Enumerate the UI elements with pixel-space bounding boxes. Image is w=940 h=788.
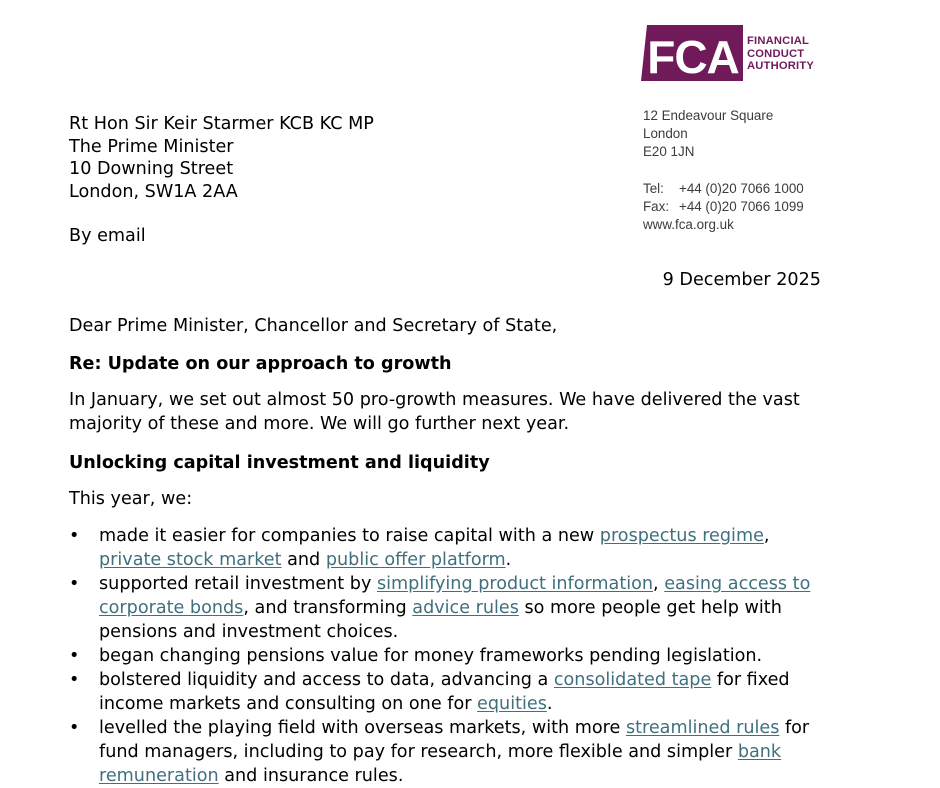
lead-in: This year, we: — [69, 489, 193, 509]
bullet-text: levelled the playing field with overseas markets, with more — [99, 718, 626, 738]
recipient-line-1: Rt Hon Sir Keir Starmer KCB KC MP — [69, 114, 374, 134]
logo-name-line-2: CONDUCT — [747, 47, 805, 60]
link-streamlined-rules[interactable]: streamlined rules — [625, 718, 780, 738]
link-prospectus-regime[interactable]: prospectus regime — [599, 526, 764, 546]
sender-tel — [643, 180, 804, 198]
fca-logo-name — [747, 35, 814, 73]
bullet-marker: • — [69, 574, 80, 594]
bullet-text: and insurance rules. — [218, 766, 404, 786]
sender-address-line-1: 12 Endeavour Square — [643, 108, 774, 123]
bullet-text: began changing pensions value for money frameworks pending legislation. — [99, 646, 763, 666]
sender-tel-label: Tel: — [643, 180, 664, 196]
sender-fax-label: Fax: — [643, 198, 670, 214]
bullet-marker: • — [69, 646, 80, 666]
sender-tel-number: +44 (0)20 7066 1000 — [679, 180, 804, 196]
bullet-marker: • — [69, 670, 80, 690]
fca-logo-mark-text: FCA — [647, 31, 739, 81]
letter-date: 9 December 2025 — [662, 270, 821, 290]
fca-logo-mark — [641, 25, 743, 81]
delivery-method: By email — [69, 226, 146, 246]
bullet-text: , and transforming — [243, 598, 413, 618]
list-item — [69, 716, 829, 788]
sender-address-line-2: London — [643, 126, 688, 142]
list-item — [69, 572, 829, 644]
bullet-text: for fixed income markets and consulting on one for — [99, 670, 790, 714]
bullet-text: so more people get help with pensions and investment choices. — [99, 598, 782, 642]
intro-paragraph: In January, we set out almost 50 pro-growth measures. We have delivered the vast majority of these and more. We will go further next year. — [69, 390, 800, 434]
recipient-line-3: 10 Downing Street — [69, 159, 234, 179]
sender-fax-number: +44 (0)20 7066 1099 — [679, 198, 804, 214]
link-easing-access-corporate-bonds[interactable]: easing access to corporate bonds — [99, 574, 811, 618]
recipient-line-4: London, SW1A 2AA — [69, 181, 238, 202]
sender-website: www.fca.org.uk — [643, 217, 734, 233]
bullet-text: . — [546, 694, 553, 714]
bullet-marker: • — [69, 718, 80, 738]
recipient-address — [69, 113, 374, 203]
bullet-text: for fund managers, including to pay for research, more flexible and simpler — [99, 718, 810, 762]
sender-address — [643, 107, 804, 234]
bullet-text: . — [505, 550, 512, 570]
achievements-list — [69, 524, 829, 788]
link-equities[interactable]: equities — [477, 694, 547, 714]
link-advice-rules[interactable]: advice rules — [412, 598, 519, 618]
bullet-text: supported retail investment by — [99, 574, 377, 594]
section-heading: Unlocking capital investment and liquidity — [69, 453, 490, 473]
link-bank-remuneration[interactable]: bank remuneration — [99, 742, 782, 786]
list-item — [69, 644, 829, 668]
bullet-marker: • — [69, 526, 80, 546]
sender-address-line-3: E20 1JN — [643, 144, 695, 160]
bullet-text: , — [763, 526, 770, 546]
link-private-stock-market[interactable]: private stock market — [99, 550, 282, 570]
fca-logo — [641, 25, 831, 83]
logo-name-line-1: FINANCIAL — [747, 35, 810, 47]
link-consolidated-tape[interactable]: consolidated tape — [553, 670, 712, 690]
link-simplifying-product-information[interactable]: simplifying product information — [376, 574, 654, 594]
salutation: Dear Prime Minister, Chancellor and Secretary of State, — [69, 316, 558, 336]
link-public-offer-platform[interactable]: public offer platform — [325, 550, 506, 570]
list-item — [69, 668, 829, 716]
bullet-text: , — [653, 574, 665, 594]
sender-fax — [643, 198, 804, 216]
logo-name-line-3: AUTHORITY — [747, 60, 815, 73]
bullet-text: and — [281, 550, 326, 570]
subject-heading: Re: Update on our approach to growth — [69, 354, 452, 374]
list-item — [69, 524, 829, 572]
recipient-line-2: The Prime Minister — [69, 136, 234, 157]
bullet-text: bolstered liquidity and access to data, advancing a — [99, 670, 554, 690]
bullet-text: made it easier for companies to raise capital with a new — [99, 526, 600, 546]
